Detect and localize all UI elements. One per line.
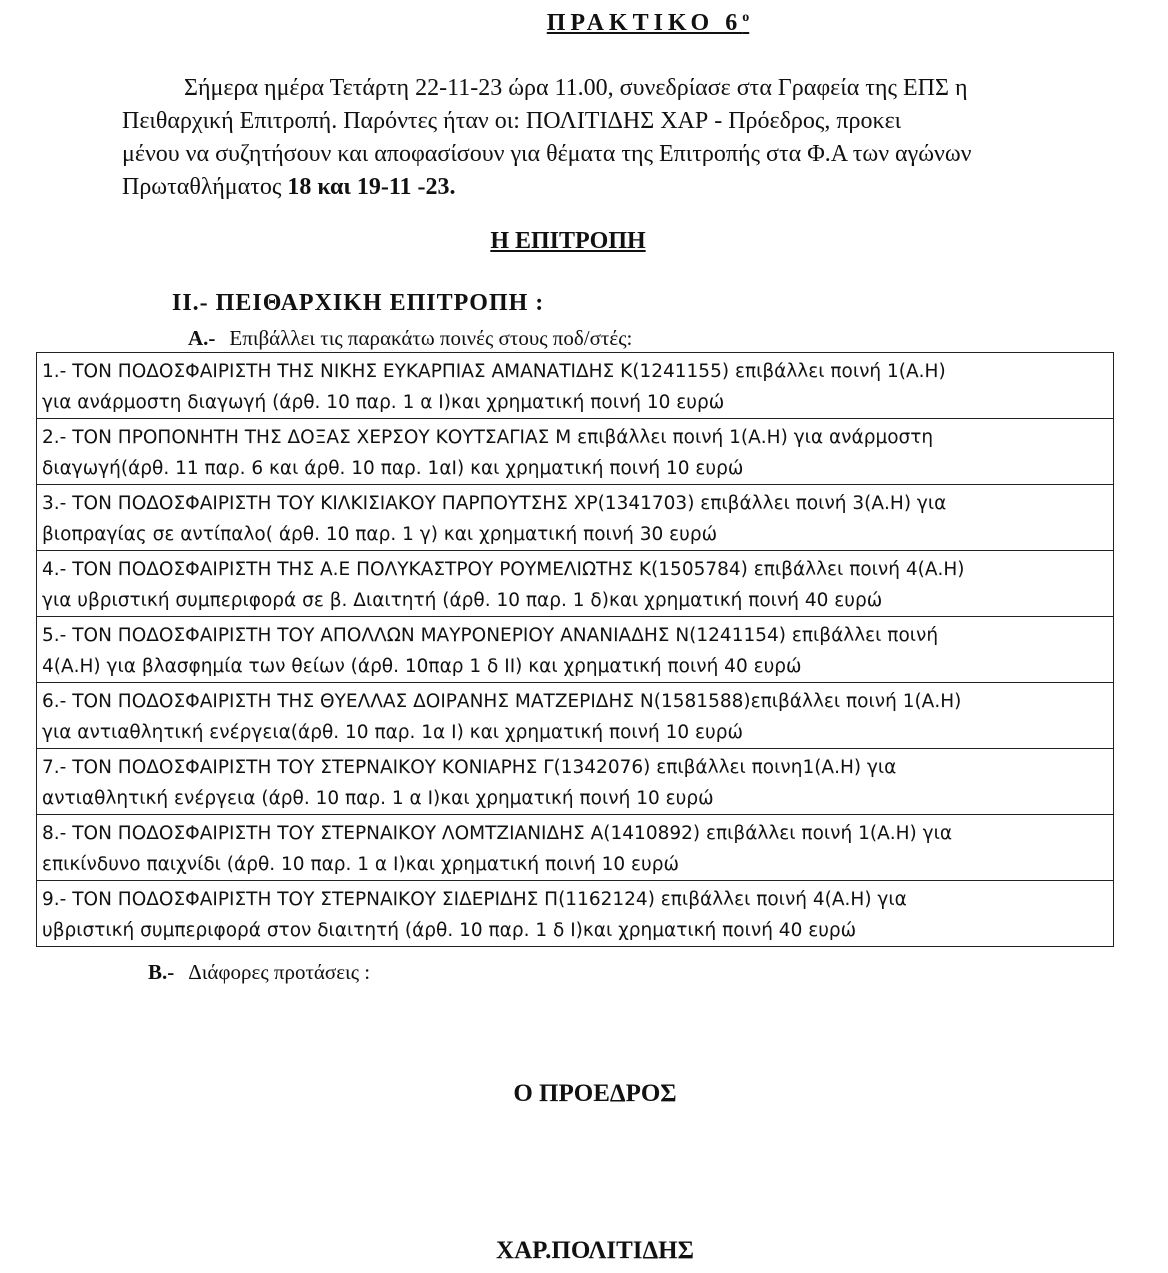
penalty-line: 4(Α.Η) για βλασφημία των θείων (άρθ. 10παρ 1 δ ΙΙ) και χρηματική ποινή 40 ευρώ: [42, 656, 802, 677]
penalty-row: [36, 683, 1114, 749]
intro-line-4: [122, 171, 1112, 204]
penalty-line: 4.- ΤΟΝ ΠΟΔΟΣΦΑΙΡΙΣΤΗ ΤΗΣ Α.Ε ΠΟΛΥΚΑΣΤΡΟΥ ΡΟΥΜΕΛΙΩΤΗΣ Κ(1505784) επιβάλλει ποινή 4(Α.Η): [42, 559, 965, 580]
penalty-line: 5.- ΤΟΝ ΠΟΔΟΣΦΑΙΡΙΣΤΗ ΤΟΥ ΑΠΟΛΛΩΝ ΜΑΥΡΟΝΕΡΙΟΥ ΑΝΑΝΙΑΔΗΣ Ν(1241154) επιβάλλει ποινή: [42, 625, 939, 646]
subsection-a-text: Επιβάλλει τις παρακάτω ποινές στους ποδ/στές:: [229, 326, 633, 350]
penalty-line: 9.- ΤΟΝ ΠΟΔΟΣΦΑΙΡΙΣΤΗ ΤΟΥ ΣΤΕΡΝΑΙΚΟΥ ΣΙΔΕΡΙΔΗΣ Π(1162124) επιβάλλει ποινή 4(Α.Η) για: [42, 889, 907, 910]
penalty-row: [36, 749, 1114, 815]
intro-line-2: Πειθαρχική Επιτροπή. Παρόντες ήταν οι: ΠΟΛΙΤΙΔΗΣ ΧΑΡ - Πρόεδρος, προκει: [122, 108, 902, 134]
penalty-line: διαγωγή(άρθ. 11 παρ. 6 και άρθ. 10 παρ. 1αΙ) και χρηματική ποινή 10 ευρώ: [42, 458, 744, 479]
penalty-row: [36, 815, 1114, 881]
intro-line-1: Σήμερα ημέρα Τετάρτη 22-11-23 ώρα 11.00, συνεδρίασε στα Γραφεία της ΕΠΣ η: [184, 75, 968, 101]
intro-line-4-suffix: .: [449, 174, 456, 200]
penalty-line: επικίνδυνο παιχνίδι (άρθ. 10 παρ. 1 α Ι)και χρηματική ποινή 10 ευρώ: [42, 854, 679, 875]
document-title-main: ΠΡΑΚΤΙΚΟ 6: [546, 10, 743, 36]
penalty-line: για ανάρμοστη διαγωγή (άρθ. 10 παρ. 1 α Ι)και χρηματική ποινή 10 ευρώ: [42, 392, 725, 413]
penalty-row: [36, 617, 1114, 683]
subsection-b: [148, 960, 370, 985]
penalty-line: βιοπραγίας σε αντίπαλο( άρθ. 10 παρ. 1 γ) και χρηματική ποινή 30 ευρώ: [42, 524, 718, 545]
subsection-a-label: Α.-: [188, 326, 216, 350]
intro-paragraph: [122, 72, 1112, 204]
president-heading: Ο ΠΡΟΕΔΡΟΣ: [513, 1080, 677, 1107]
penalty-row: [36, 485, 1114, 551]
penalty-line: 3.- ΤΟΝ ΠΟΔΟΣΦΑΙΡΙΣΤΗ ΤΟΥ ΚΙΛΚΙΣΙΑΚΟΥ ΠΑΡΠΟΥΤΣΗΣ ΧΡ(1341703) επιβάλλει ποινή 3(Α.Η) για: [42, 493, 947, 514]
subsection-b-label: Β.-: [148, 960, 175, 984]
penalty-line: 2.- ΤΟΝ ΠΡΟΠΟΝΗΤΗ ΤΗΣ ΔΟΞΑΣ ΧΕΡΣΟΥ ΚΟΥΤΣΑΓΙΑΣ Μ επιβάλλει ποινή 1(Α.Η) για ανάρμοστη: [42, 427, 934, 448]
penalty-line: 6.- ΤΟΝ ΠΟΔΟΣΦΑΙΡΙΣΤΗ ΤΗΣ ΘΥΕΛΛΑΣ ΔΟΙΡΑΝΗΣ ΜΑΤΖΕΡΙΔΗΣ Ν(1581588)επιβάλλει ποινή 1(Α.Η): [42, 691, 962, 712]
intro-line-3: μένου να συζητήσουν και αποφασίσουν για θέματα της Επιτροπής στα Φ.Α των αγώνων: [122, 141, 972, 167]
subsection-a: [188, 326, 632, 351]
intro-line-4-prefix: Πρωταθλήματος: [122, 174, 288, 200]
penalty-line: για αντιαθλητική ενέργεια(άρθ. 10 παρ. 1α Ι) και χρηματική ποινή 10 ευρώ: [42, 722, 743, 743]
penalty-line: υβριστική συμπεριφορά στον διαιτητή (άρθ. 10 παρ. 1 δ Ι)και χρηματική ποινή 40 ευρώ: [42, 920, 857, 941]
committee-heading: Η ΕΠΙΤΡΟΠΗ: [490, 228, 646, 254]
penalty-row: [36, 419, 1114, 485]
penalty-line: 7.- ΤΟΝ ΠΟΔΟΣΦΑΙΡΙΣΤΗ ΤΟΥ ΣΤΕΡΝΑΙΚΟΥ ΚΟΝΙΑΡΗΣ Γ(1342076) επιβάλλει ποινη1(Α.Η) για: [42, 757, 897, 778]
document-title-superscript: ο: [742, 10, 750, 25]
section-heading: ΙΙ.- ΠΕΙΘΑΡΧΙΚΗ ΕΠΙΤΡΟΠΗ :: [172, 290, 545, 316]
intro-match-dates: 18 και 19-11 -23: [287, 174, 450, 200]
penalty-row: [36, 353, 1114, 419]
penalty-line: για υβριστική συμπεριφορά σε β. Διαιτητή (άρθ. 10 παρ. 1 δ)και χρηματική ποινή 40 ευρώ: [42, 590, 883, 611]
penalty-line: 8.- ΤΟΝ ΠΟΔΟΣΦΑΙΡΙΣΤΗ ΤΟΥ ΣΤΕΡΝΑΙΚΟΥ ΛΟΜΤΖΙΑΝΙΔΗΣ Α(1410892) επιβάλλει ποινή 1(Α.Η) για: [42, 823, 953, 844]
penalty-row: [36, 881, 1114, 947]
penalty-row: [36, 551, 1114, 617]
penalty-line: αντιαθλητική ενέργεια (άρθ. 10 παρ. 1 α Ι)και χρηματική ποινή 10 ευρώ: [42, 788, 714, 809]
signature-name: ΧΑΡ.ΠΟΛΙΤΙΔΗΣ: [496, 1237, 694, 1264]
subsection-b-text: Διάφορες προτάσεις :: [188, 960, 371, 984]
penalties-table: [36, 352, 1114, 947]
penalty-line: 1.- ΤΟΝ ΠΟΔΟΣΦΑΙΡΙΣΤΗ ΤΗΣ ΝΙΚΗΣ ΕΥΚΑΡΠΙΑΣ ΑΜΑΝΑΤΙΔΗΣ Κ(1241155) επιβάλλει ποινή 1(Α.Η): [42, 361, 946, 382]
document-title: [0, 10, 1168, 37]
